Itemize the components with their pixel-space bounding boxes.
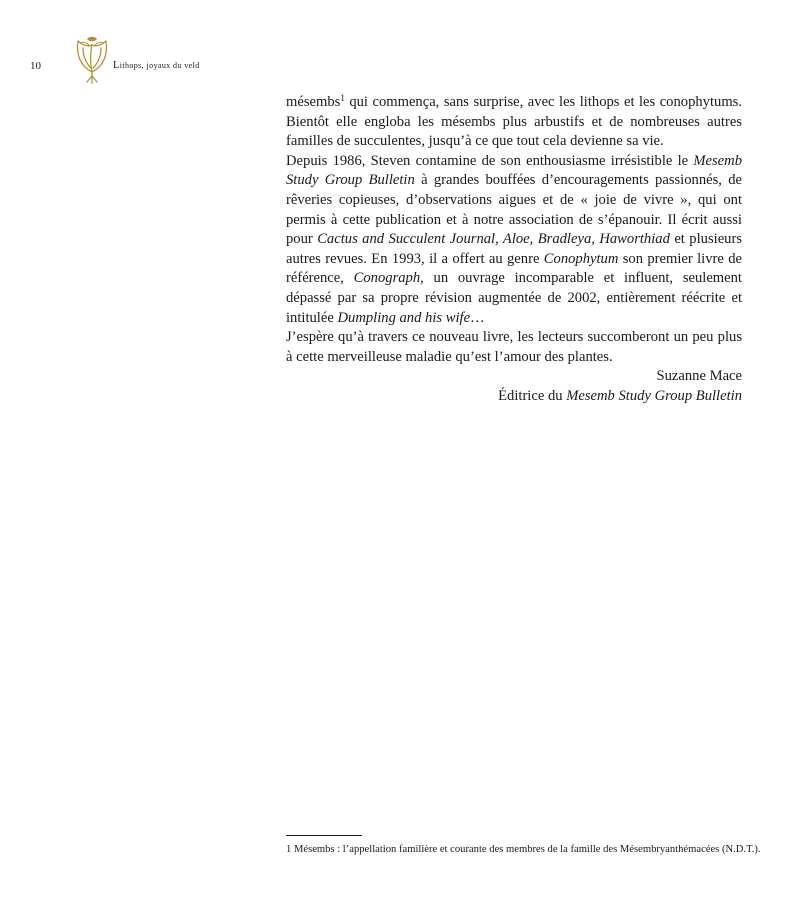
footnote-ref[interactable]: 1 bbox=[340, 93, 345, 103]
footnote: 1 Mésembs : l’appellation familière et courante des membres de la famille des Mésembryanthémacées (N.D.T.). bbox=[286, 844, 761, 855]
main-text bbox=[286, 93, 742, 407]
paragraph-1: mésembs$^1$ qui commença, sans surprise, avec les lithops et les conophytums. Bientôt elle engloba les mésembs plus arbustifs et de nombreuses autres familles de succulentes, jusqu’à ce que tout cela devienne sa vie. bbox=[286, 93, 742, 150]
page-number: 10 bbox=[30, 60, 41, 72]
footnote-divider bbox=[286, 835, 362, 836]
lithops-plant-icon bbox=[74, 36, 110, 84]
paragraph-2: Depuis 1986, Steven contamine de son enthousiasme irrésistible le Mesemb Study Group Bulletin à grandes bouffées d’encouragements passionnés, de rêveries copieuses, d’observations aigues et de « joie de vivre », qui ont permis à cette publication et à notre association de s’épanouir. Il écrit aussi pour Cactus and Succulent Journal, Aloe, Bradleya, Haworthiad et plusieurs autres revues. En 1993, il a offert au genre Conophytum son premier livre de référence, Conograph, un ouvrage incomparable et influent, seulement dépassé par sa propre révision augmentée de 2002, entièrement réécrite et intitulée Dumpling and his wife… bbox=[286, 152, 743, 326]
running-title: Lithops, joyaux du veld bbox=[113, 60, 200, 71]
signature-role: Éditrice du Mesemb Study Group Bulletin bbox=[498, 387, 742, 404]
paragraph-3: J’espère qu’à travers ce nouveau livre, les lecteurs succomberont un peu plus à cette merveilleuse maladie qu’est l’amour des plantes. bbox=[286, 329, 742, 365]
page-header bbox=[30, 36, 330, 86]
signature-name: Suzanne Mace bbox=[656, 368, 742, 385]
